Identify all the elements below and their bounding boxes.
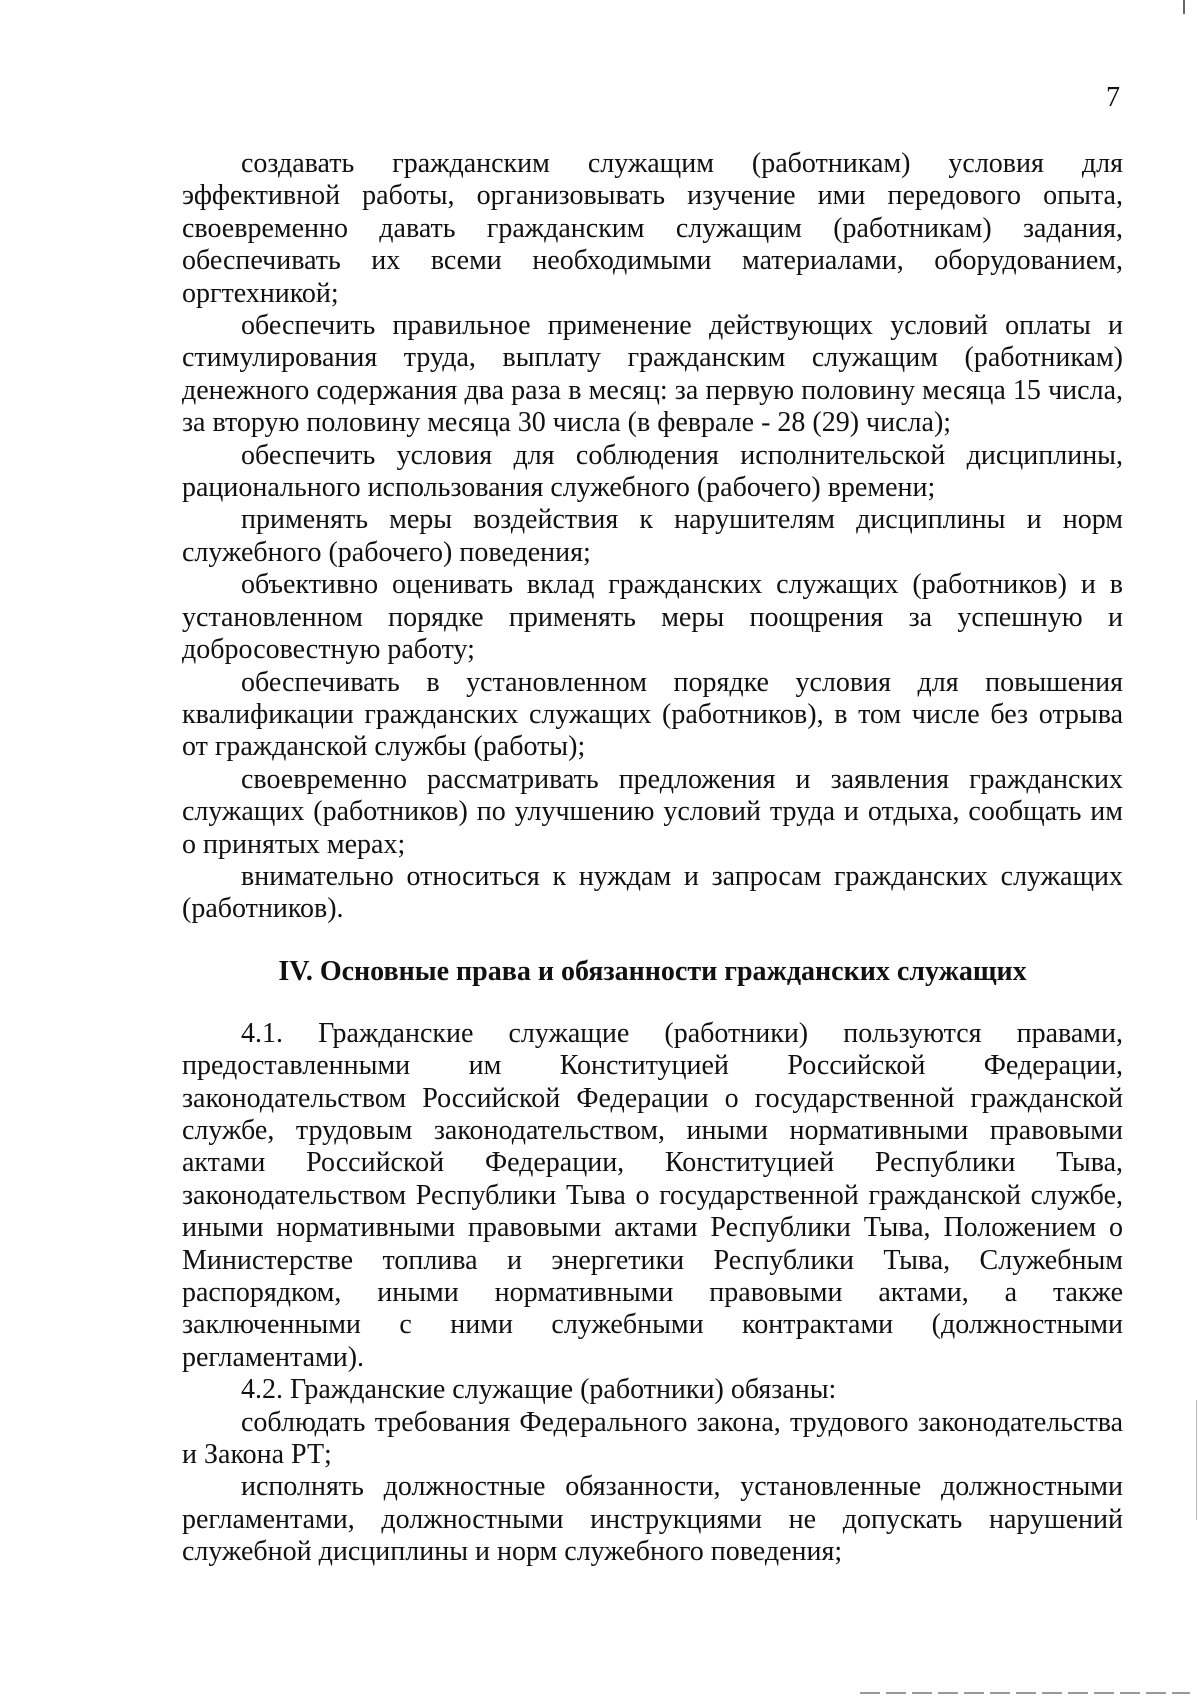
page-number: 7 (1106, 82, 1120, 113)
document-body (182, 148, 1123, 1569)
paragraph: объективно оценивать вклад гражданских служащих (работников) и в установленном порядке применять меры поощрения за успешную и добросовестную работу; (182, 569, 1123, 666)
paragraph: 4.2. Гражданские служащие (работники) обязаны: (241, 1374, 837, 1406)
paragraph: своевременно рассматривать предложения и заявления гражданских служащих (работников) по улучшению условий труда и отдыха, сообщать им о принятых мерах; (182, 763, 1123, 860)
scan-artifact-right (1196, 1400, 1197, 1520)
scan-artifact-bottom (860, 1692, 1190, 1694)
paragraph: создавать гражданским служащим (работникам) условия для эффективной работы, организовывать изучение ими передового опыта, своевременно давать гражданским служащим (работникам) задания, обеспечивать их всеми необходимыми материалами, оборудованием, оргтехникой; (182, 148, 1123, 309)
scan-artifact-top (1183, 0, 1185, 14)
paragraph: обеспечить правильное применение действующих условий оплаты и стимулирования труда, выплату гражданским служащим (работникам) денежного содержания два раза в месяц: за первую половину месяца 15 числа, за вторую половину месяца 30 числа (в феврале - 28 (29) числа); (182, 310, 1123, 439)
paragraph: 4.1. Гражданские служащие (работники) пользуются правами, предоставленными им Конституцией Российской Федерации, законодательством Российской Федерации о государственной гражданской службе, трудовым законодательством, иными нормативными правовыми актами Российской Федерации, Конституцией Республики Тыва, законодательством Республики Тыва о государственной гражданской службе, иными нормативными правовыми актами Республики Тыва, Положением о Министерстве топлива и энергетики Республики Тыва, Служебным распорядком, иными нормативными правовыми актами, а также заключенными с ними служебными контрактами (должностными регламентами). (182, 1017, 1123, 1373)
paragraph: обеспечить условия для соблюдения исполнительской дисциплины, рационального использования служебного (рабочего) времени; (182, 439, 1123, 504)
section-heading: IV. Основные права и обязанности гражданских служащих (278, 955, 1027, 987)
paragraph: внимательно относиться к нуждам и запросам гражданских служащих (работников). (182, 860, 1123, 925)
paragraph: обеспечивать в установленном порядке условия для повышения квалификации гражданских служащих (работников), в том числе без отрыва от гражданской службы (работы); (182, 666, 1123, 763)
paragraph: исполнять должностные обязанности, установленные должностными регламентами, должностными инструкциями не допускать нарушений служебной дисциплины и норм служебного поведения; (182, 1471, 1123, 1568)
paragraph: применять меры воздействия к нарушителям дисциплины и норм служебного (рабочего) поведения; (182, 504, 1123, 568)
paragraph: соблюдать требования Федерального закона, трудового законодательства и Закона РТ; (182, 1406, 1123, 1471)
